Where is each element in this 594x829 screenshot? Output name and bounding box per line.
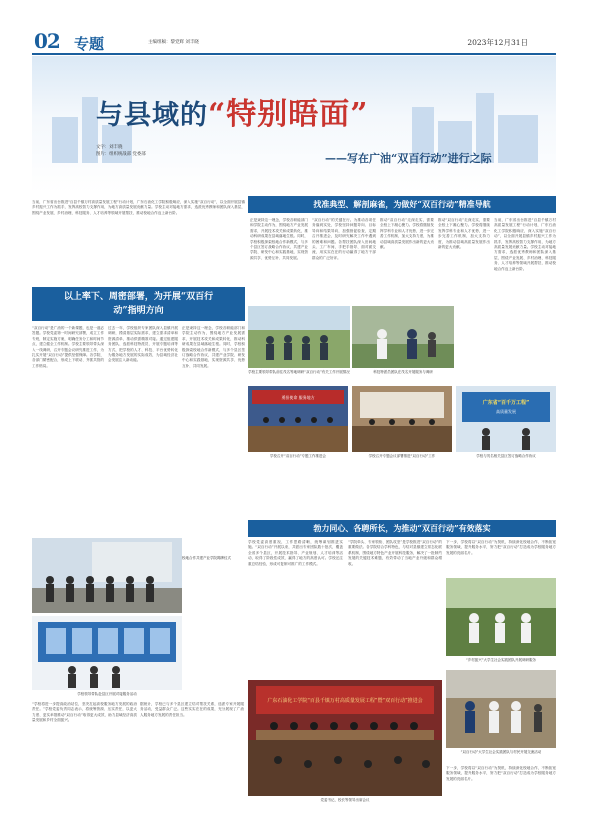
caption-meeting-1: 学校召开“双百行动”专题工作推进会 [269,454,327,458]
photo-field-visit [248,306,350,368]
photo-students-field [446,578,556,656]
editors-line: 主编组稿：黎党辉 刘丰晓 [148,40,199,45]
column-6-upper: 推动“双百行动”走深走实，需要全校上下凝心聚力。学校将继续发挥学科专业和人才优势，进一步完善工作机制，加大支持力度，为推动县域高质量发展作出新的更大贡献。 [438,218,490,250]
byline-photo: 图片：组织统战部 党委部 [96,151,146,157]
caption-students-villagers: “双百行动”大学生社会实践团队与村民开展交流活动 [460,750,542,754]
bottom-right-paragraph: 下一步，学校将以“双百行动”为契机，持续深化校地合作，不断拓宽服务领域，提升服务水平，努力把“双百行动”打造成为学校服务地方发展的亮丽名片。 [446,766,556,781]
column-3-upper: 正是秉持这一理念，学校各职能部门和学院主动作为，围绕地方产业发展需求，开展技术攻关和成果转化，推动科研成果在县域落地生根。同时，学校积极探索校地合作新模式，与多个县区签订战略合作协议，共建产业学院、研发中心和实践基地，实现资源共享、优势互补、共同发展。 [250,218,308,260]
page-number: 02 [34,29,60,53]
conference-banner-text: 广东石油化工学院“百县千镇万村高质量发展工程”暨“双百行动”推进会 [267,698,423,704]
column-3-lower: 学校党委高度重视，工作思路清晰，统筹谋划推进实施。“双百行动”开展以来，共派出专家团队数十批次，覆盖全省多个县区，开展技术指导、产业规划、人才培训等活动，取得了阶段性成效，赢得了地方的高度认可。学校还注重总结经验，形成可复制可推广的工作模式。 [248,540,343,566]
caption-exhibition-hall: 学校领导带队赴县区开展对接服务活动 [77,692,137,696]
photo-exhibition-hall [32,616,182,690]
column-2-lower: 过去一年，学校组织专家团队深入县镇开展调研，摸清基层实际需求，建立需求清单和资源清单，推动供需精准对接。通过组建服务团队、选派科技特派员、开展专题培训等方式，把学校的人才、科技、平台优势转化为服务地方发展的实际成效，为县域经济社会发展注入新动能。 [108,326,178,363]
photo-booth [456,386,556,452]
bottom-left-paragraph: “学校将进一步提高政治站位，坚决扛起高校服务地方发展的政治责任。”学校党委负责同志表示，将统筹资源、压实责任，以更大力度、更实举措推动“双百行动”取得更大成效，助力县域经济高质量发展和乡村全面振兴。 [32,702,137,723]
byline-text: 文字：刘丰晓 [96,145,123,150]
section-2-heading: 以上率下、周密部署，为开展“双百行动”指明方向 [32,287,245,321]
meeting-1-banner-text: 勇担使命 服务地方 [281,395,315,400]
header-rule [32,53,556,55]
title-prefix: 与县域的 [96,100,208,131]
photo-technician-service [352,306,454,368]
headline-title [96,89,369,133]
column-4-lower: “学院牵头、专家领衔、团队攻坚”是学校推进“双百行动”的重要做法。各学院结合学科特色，与结对县镇建立常态化联系机制，围绕地方特色产业开展科技服务，解决了一批制约发展的关键技术难题，有效带动了当地产业升级和群众增收。 [348,540,442,566]
column-2b-lower: 正是秉持这一理念，学校各职能部门和学院主动作为，围绕地方产业发展需求，开展技术攻关和成果转化，推动科研成果在县域落地生根。同时，学校积极探索校地合作新模式，与多个县区签订战略合作协议，共建产业学院、研发中心和实践基地，实现资源共享、优势互补、共同发展。 [182,326,245,368]
photo-meeting-1 [248,386,348,452]
caption-technician-service: 科技特派员团队在茂名开展服务与调研 [373,370,433,374]
title-highlight: 特别晤面 [226,97,351,132]
caption-students-field: “乡村振兴”大学生社会实践团队开展调研服务 [465,658,537,662]
column-1-lower: “双百行动”是广油的一个新课题，也是一道必答题。学校党委第一时间研究部署，成立工作专班，制定实施方案，明确任务分工和时间节点，建立健全工作机制。学校主要领导带头深入一线调研，召开专题会议研究推进工作，为扎实开展“双百行动”提供坚强保障。各学院、各部门紧密配合，形成上下联动、齐抓共管的工作格局。 [32,326,104,368]
headline-subtitle: ——写在广油“双百行动”进行之际 [325,152,492,165]
booth-sign-text-1: 广东省“百千万工程” [482,400,530,406]
photo-group-outdoor [32,538,182,613]
photo-conference [248,680,442,796]
intro-paragraph: 当前，广东省出台推进“百县千镇万村高质量发展工程”行动计划，广东石油化工学院积极响应，深入实施“双百行动”，以全面开展县镇乡村振兴工作为抓手，发挥高校智力支撑作用，为地方高质量发展贡献力量。学校主动对接地方需求，选派优秀教师和团队深入基层，围绕产业发展、乡村治理、科技服务、人才培养等领域开展帮扶，推动校地合作迈上新台阶。 [32,200,245,215]
issue-date: 2023年12月31日 [467,38,528,47]
photo-meeting-2 [352,386,452,452]
title-quote-open: “ [208,97,227,132]
column-7-upper: 当前，广东省出台推进“百县千镇万村高质量发展工程”行动计划，广东石油化工学院积极响应，深入实施“双百行动”，以全面开展县镇乡村振兴工作为抓手，发挥高校智力支撑作用，为地方高质量发展贡献力量。学校主动对接地方需求，选派优秀教师和团队深入基层，围绕产业发展、乡村治理、科技服务、人才培养等领域开展帮扶，推动校地合作迈上新台阶。 [494,218,556,271]
column-5-upper: 推动“双百行动”走深走实，需要全校上下凝心聚力。学校将继续发挥学科专业和人才优势，进一步完善工作机制，加大支持力度，为推动县域高质量发展作出新的更大贡献。 [380,218,434,250]
bottom-mid-paragraph: 据统计，学校已与多个县区建立结对帮扶关系，选派专家开展服务活动，受益群众广泛。这些实实在在的成果，充分展现了广油人服务地方发展的责任担当。 [140,702,244,717]
caption-meeting-2: 学校召开专题会议部署推进“双百行动”工作 [368,454,436,458]
title-quote-close: ” [350,97,369,132]
caption-field-visit: 学校主要领导带队前往茂名等地调研“双百行动”有关工作开展情况 [248,370,350,374]
byline [96,145,146,158]
section-3-heading: 勃力同心、各聘所长，为推动“双百行动”有效落实 [248,520,556,537]
caption-booth: 学校与茂名相关县区签订战略合作协议 [476,454,536,458]
section-1-heading: 找准典型、解剖麻雀，为做好“双百行动”精准导航 [248,196,556,213]
photo-students-villagers [446,670,556,748]
booth-sign-text-2: 高质量发展 [496,409,516,414]
caption-conference: 党委书记、校长等领导出席会议 [320,798,370,802]
caption-group-outdoor: 校地合作共建产业学院揭牌仪式 [182,556,231,560]
column-4-upper: “双百行动”的关键在行。为推动各项任务落到实处，学校坚持问题导向、目标导向和结果导向，加强督促检查，定期召开推进会，及时研究解决工作中遇到的困难和问题。各帮扶团队深入田间地头、工厂车间，手把手指导、面对面交流，用实实在在的行动赢得了地方干部群众的广泛好评。 [312,218,376,260]
column-5-lower: 下一步，学校将以“双百行动”为契机，持续深化校地合作，不断拓宽服务领域，提升服务水平，努力把“双百行动”打造成为学校服务地方发展的亮丽名片。 [446,540,556,555]
section-title: 专题 [74,35,105,53]
